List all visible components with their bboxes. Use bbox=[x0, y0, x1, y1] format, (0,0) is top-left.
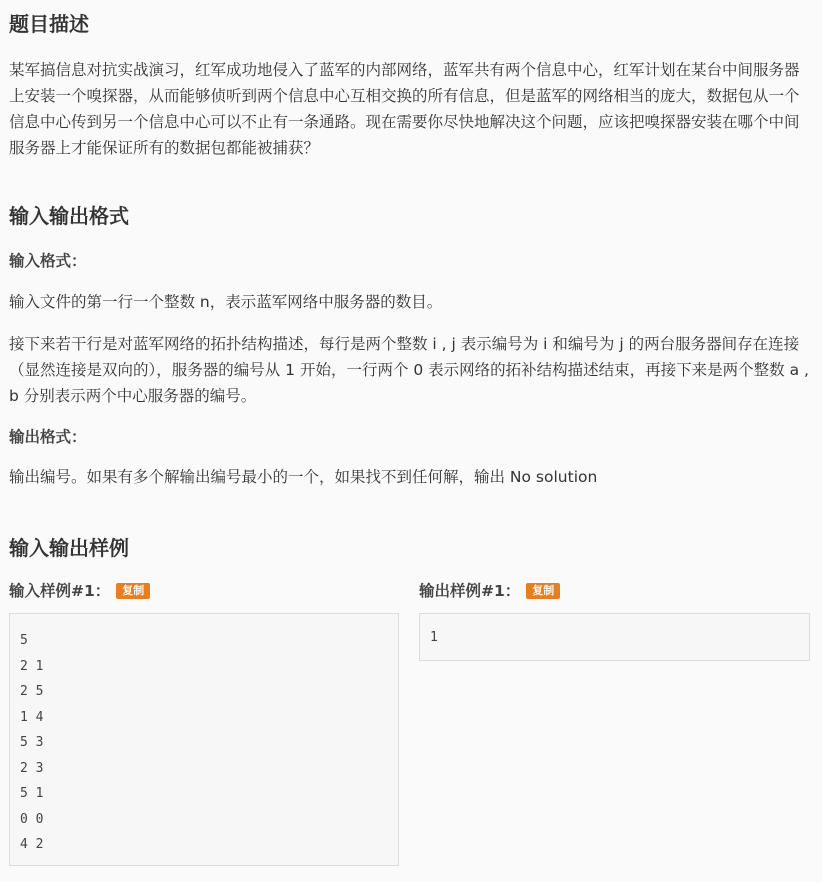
sample-input-box[interactable] bbox=[9, 613, 399, 866]
sample-output-label: 输出样例#1： bbox=[419, 582, 521, 600]
io-format-title: 输入输出格式 bbox=[9, 204, 129, 228]
sample-output-box[interactable] bbox=[419, 613, 810, 661]
sample-input-label: 输入样例#1： bbox=[9, 582, 111, 600]
sample-output-line: 1 bbox=[430, 630, 438, 645]
sample-input-line: 0 0 bbox=[20, 811, 44, 827]
samples-title: 输入输出样例 bbox=[9, 536, 129, 560]
description-text: 某军搞信息对抗实战演习，红军成功地侵入了蓝军的内部网络，蓝军共有两个信息中心，红军计划在某台中间服务器上安装一个嗅探器，从而能够侦听到两个信息中心互相交换的所有信息，但是蓝军的网络相当的庞大，数据包从一个信息中心传到另一个信息中心可以不止有一条通路。现在需要你尽快地解决这个问题，应该把嗅探器安装在哪个中间服务器上才能保证所有的数据包都能被捕获？ bbox=[9, 61, 800, 157]
sample-input-line: 2 3 bbox=[20, 760, 44, 776]
sample-input-line: 2 1 bbox=[20, 658, 44, 674]
input-format-paragraph-1: 输入文件的第一行一个整数 n，表示蓝军网络中服务器的数目。 bbox=[9, 293, 443, 311]
output-format-label: 输出格式： bbox=[9, 428, 87, 446]
sample-input-line: 5 bbox=[20, 633, 28, 648]
sample-input-line: 1 4 bbox=[20, 709, 44, 725]
input-format-label: 输入格式： bbox=[9, 252, 87, 270]
sample-input-line: 2 5 bbox=[20, 684, 44, 699]
sample-output-header bbox=[419, 580, 560, 602]
input-format-paragraph-2: 接下来若干行是对蓝军网络的拓扑结构描述，每行是两个整数 i , j 表示编号为 i 和编号为 j 的两台服务器间存在连接（显然连接是双向的），服务器的编号从 1 开始，一行两个 0 表示网络的拓补结构描述结束，再接下来是两个整数 a , b 分别表示两个中心服务器的编号。 bbox=[9, 335, 809, 405]
description-title: 题目描述 bbox=[9, 12, 89, 36]
sample-input-line: 5 3 bbox=[20, 735, 44, 750]
sample-input-line: 4 2 bbox=[20, 837, 44, 852]
output-format-paragraph: 输出编号。如果有多个解输出编号最小的一个，如果找不到任何解，输出 No solution bbox=[9, 468, 598, 486]
sample-input-header bbox=[9, 580, 150, 602]
copy-output-button[interactable]: 复制 bbox=[526, 583, 560, 599]
copy-input-button[interactable]: 复制 bbox=[116, 583, 150, 599]
sample-input-line: 5 1 bbox=[20, 786, 44, 801]
